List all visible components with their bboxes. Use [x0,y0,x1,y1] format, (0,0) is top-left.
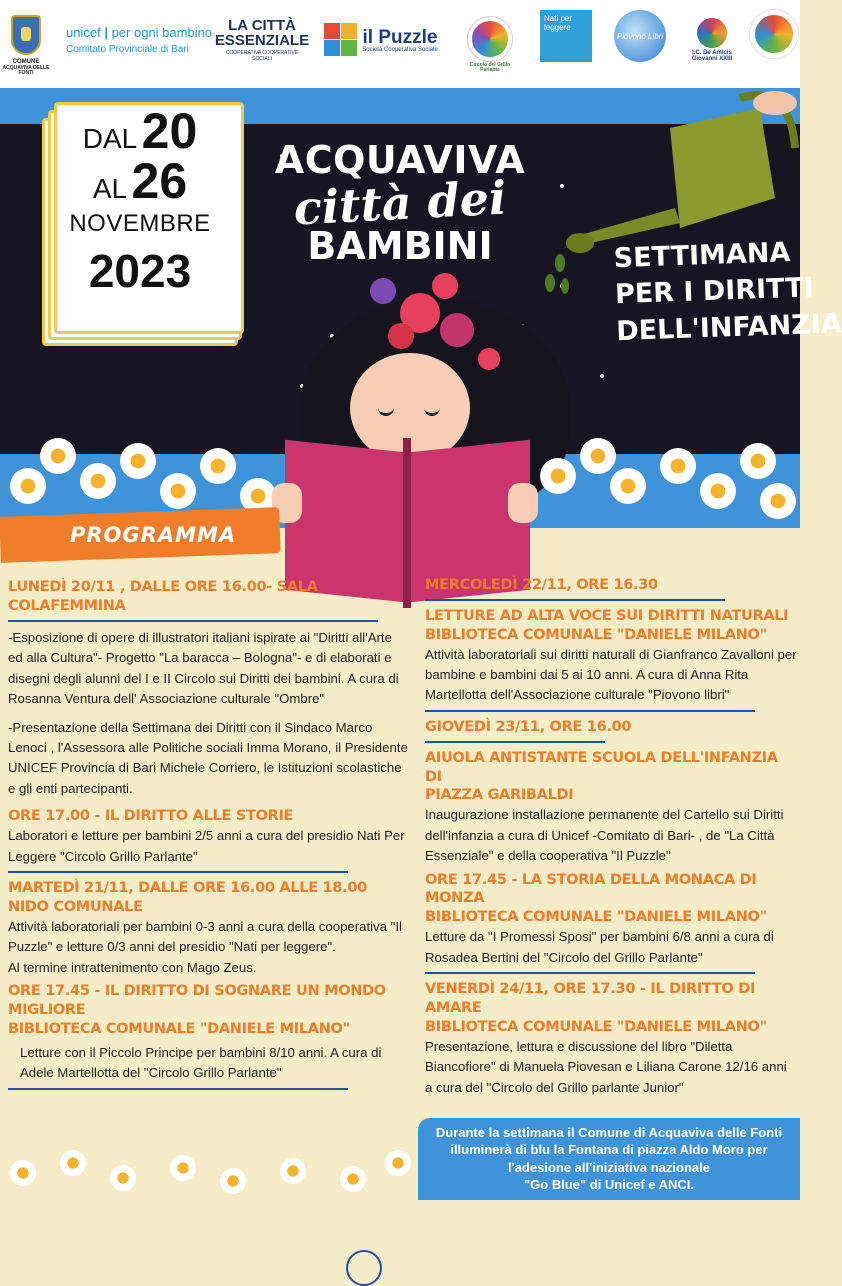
date-from-label: DAL [82,123,138,154]
flower-icon [370,278,396,304]
date-month: NOVEMBRE [69,210,211,237]
tuesday-text: Attività laboratoriali per bambini 0-3 anni a cura della cooperativa "Il Puzzle" e letture 0/3 anni del presidio "Nati per leggere". [8,918,402,955]
tree-icon [697,18,727,48]
puzzle-sub: Società Cooperativa Sociale [362,46,438,53]
wednesday-block [425,576,797,712]
thursday-place-2: PIAZZA GARIBALDI [425,787,574,804]
daisy-icon [740,443,776,479]
monday-exhibit-text: -Esposizione di opere di illustratori italiani ispirate ai "Diritti all'Arte ed alla Cultura"- Progetto "La baracca – Bologna"- e di elaborati e disegni degli alunni del I e II Circolo sui Diritti dei bambini. A cura di Rosanna Ventura dell' Associazione culturale "Ombre" [8,629,399,707]
logo-bar [0,0,800,88]
daisy-icon [10,1160,36,1186]
tuesday-place: NIDO COMUNALE [8,898,143,915]
daisy-icon [660,448,696,484]
citta-name-1: LA CITTÀ [228,17,296,34]
wednesday-head: MERCOLEDÌ 22/11, ORE 16.30 [425,577,658,593]
comune-label: COMUNE [12,59,40,66]
comune-logo [2,10,50,82]
wednesday-text: Attività laboratoriali sui diritti naturali di Gianfranco Zavalloni per bambine e bambini dai 5 ai 10 anni. A cura di Anna Rita Martellotta dell'Associazione culturale "Piovono libri" [425,646,797,703]
daisy-icon [120,443,156,479]
daisy-icon [110,1165,136,1191]
daisy-icon [580,438,616,474]
partner-logo [750,10,798,58]
piovono-libri-logo [614,10,666,62]
week-line-2: PER I DIRITTI [614,272,815,311]
puzzle-name: il Puzzle [362,26,438,48]
monday-presentation-text: -Presentazione della Settimana dei Diritti con il Sindaco Marco Lenoci , l'Assessora alle Politiche sociali Imma Morano, il Presidente UNICEF Provincia di Bari Michele Corriero, le Istituzioni scolastiche e gli enti partecipanti. [8,719,408,796]
daisy-icon [340,1166,366,1192]
flower-icon [478,348,500,370]
daisy-icon [280,1158,306,1184]
tuesday-1745-block [8,982,408,1089]
ic-name: I.C. De Amicis Giovanni XXIII [691,50,733,62]
title-line-1: ACQUAVIVA [274,138,526,182]
associazione-logo [462,10,518,80]
thursday-text: Inaugurazione installazione permanente del Cartello sui Diritti dell'infanzia a cura di Unicef -Comitato di Bari- , de "La Città Essenziale" e della cooperativa "Il Puzzle" [425,807,784,864]
programma-label: PROGRAMMA [70,523,237,547]
thursday-1745-text: Letture da "I Promessi Sposi" per bambini 6/8 anni a cura di Rosadea Bertini del "Circolo del Grillo Parlante" [425,929,774,965]
comune-name: ACQUAVIVA DELLE FONTI [2,64,50,77]
eye-icon [424,408,440,416]
ombre-logo-icon [346,1250,382,1286]
associazione-sub: Circolo del Grillo Parlante [469,61,511,73]
daisy-icon [220,1168,246,1194]
unicef-brand: unicef [66,25,101,40]
daisy-icon [80,463,116,499]
daisy-icon [60,1150,86,1176]
main-title [240,138,560,268]
monday-1700-text: Laboratori e letture per bambini 2/5 anni a cura del presidio Nati Per Leggere "Circolo Grillo Parlante" [8,828,405,864]
daisy-icon [610,468,646,504]
puzzle-icon [324,23,358,57]
flower-icon [388,323,414,349]
nati-name: Nati per leggere [544,14,573,32]
monday-1700-head: ORE 17.00 - IL DIRITTO ALLE STORIE [8,808,294,825]
tuesday-block [8,879,408,978]
citta-sub: COOPERATIVA COOPERATIVE SOCIALI [225,50,299,62]
thursday-1745-place: BIBLIOTECA COMUNALE "DANIELE MILANO" [425,909,767,926]
associazione-ring-icon [468,17,512,61]
unicef-sub: Comitato Provinciale di Bari [66,44,189,55]
daisy-icon [700,473,736,509]
citta-name-2: ESSENZIALE [214,32,310,49]
friday-text: Presentazione, lettura e discussione del libro "Diletta Biancofiore" di Manuela Piovesan e Liliana Carone 12/16 anni a cura del "Circolo del Grillo parlante Junior" [425,1038,787,1095]
tuesday-head: MARTEDÌ 21/11, DALLE ORE 16.00 ALLE 18.00 [8,880,367,897]
week-line-3: DELL'INFANZIA [615,308,842,348]
tuesday-1745-place: BIBLIOTECA COMUNALE "DANIELE MILANO" [8,1020,350,1037]
hand-right [508,483,538,523]
monday-1700-block [8,807,408,873]
title-line-3: BAMBINI [307,224,493,268]
go-blue-notice [418,1118,800,1200]
thursday-place: AIUOLA ANTISTANTE SCUOLA DELL'INFANZIA DI [425,749,778,785]
event-dates [42,103,238,298]
week-subtitle [613,235,842,351]
monday-block [8,578,408,799]
unicef-logo: unicef | per ogni bambino Comitato Provinciale di Bari [66,25,213,55]
daisy-icon [760,483,796,519]
thursday-block [425,718,797,867]
piovono-name: Piovono Libri [616,31,664,41]
go-blue-line-2: illuminerà di blu la Fontana di piazza Aldo Moro per [450,1142,768,1158]
program [0,560,800,1200]
flower-icon [432,273,458,299]
wednesday-place: BIBLIOTECA COMUNALE "DANIELE MILANO" [425,626,767,643]
friday-place: BIBLIOTECA COMUNALE "DANIELE MILANO" [425,1018,767,1035]
go-blue-line-4: "Go Blue" di Unicef e ANCI. [523,1176,695,1192]
bottom-flowers [0,1120,418,1200]
date-to-label: AL [92,173,128,204]
go-blue-line-1: Durante la settimana il Comune di Acquaviva delle Fonti [435,1125,783,1140]
program-right-column [425,560,797,1098]
flower-icon [440,313,474,347]
ic-logo [686,10,738,70]
date-to: 26 [131,153,188,209]
daisy-icon [385,1150,411,1176]
hero [0,88,842,528]
wednesday-title: LETTURE AD ALTA VOCE SUI DIRITTI NATURALI [425,607,789,624]
puzzle-logo [318,10,444,70]
tuesday-text-2: Al termine intrattenimento con Mago Zeus. [8,959,257,975]
tuesday-1745-head: ORE 17.45 - IL DIRITTO DI SOGNARE UN MONDO MIGLIORE [8,983,386,1018]
eye-icon [378,408,394,416]
daisy-icon [540,458,576,494]
program-left-column [8,560,408,1096]
daisy-icon [40,438,76,474]
nati-per-leggere-logo [540,10,592,62]
title-line-2: città dei [292,170,508,236]
daisy-icon [170,1155,196,1181]
date-from: 20 [141,103,198,159]
thursday-head: GIOVEDÌ 23/11, ORE 16.00 [425,718,632,735]
monday-head: LUNEDÌ 20/11 , DALLE ORE 16.00- SALA COLAFEMMINA [8,579,318,614]
daisy-icon [200,448,236,484]
crest-icon [11,15,41,55]
friday-head: VENERDÌ 24/11, ORE 17.30 - IL DIRITTO DI AMARE [425,981,756,1016]
go-blue-line-3: l'adesione all'iniziativa nazionale [508,1159,710,1175]
tuesday-1745-text: Letture con il Piccolo Principe per bambini 8/10 anni. A cura di Adele Martellotta del "Circolo Grillo Parlante" [20,1044,382,1081]
thursday-1745-head: ORE 17.45 - LA STORIA DELLA MONACA DI MONZA [425,871,757,907]
week-line-1: SETTIMANA [613,237,791,275]
daisy-icon [10,468,46,504]
friday-block [425,980,797,1098]
unicef-tagline: per ogni bambino [111,25,213,40]
thursday-1745-block [425,871,797,974]
citta-essenziale-logo [214,10,310,70]
date-year: 2023 [88,245,192,297]
daisy-icon [160,473,196,509]
